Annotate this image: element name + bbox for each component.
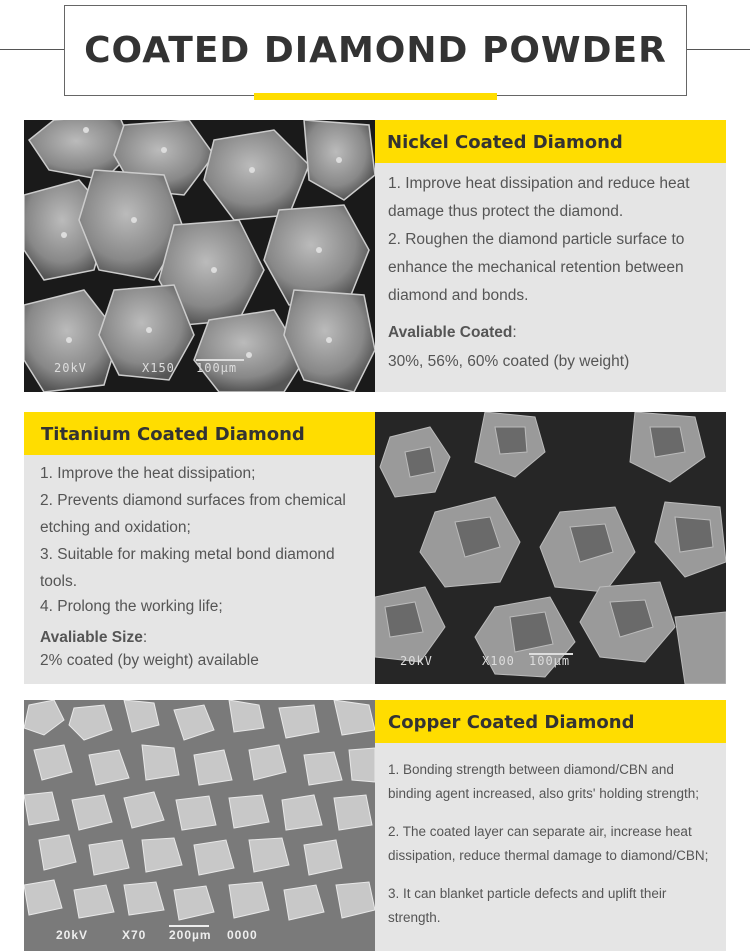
point-3: 3. Suitable for making metal bond diamond tools. bbox=[40, 546, 335, 590]
title-box bbox=[64, 5, 687, 96]
section-title: Copper Coated Diamond bbox=[375, 700, 726, 743]
sem-mag-label: X150 bbox=[142, 361, 175, 375]
point-1: 1. Bonding strength between diamond/CBN and binding agent increased, also grits' holding strength; bbox=[388, 762, 700, 801]
sem-kv-label: 20kV bbox=[400, 654, 433, 668]
section-nickel bbox=[24, 120, 726, 392]
copper-sem-graphic bbox=[24, 700, 375, 951]
sem-mag-label: X70 bbox=[122, 928, 147, 942]
point-2: 2. Roughen the diamond particle surface to enhance the mechanical retention between diamond and bonds. bbox=[388, 231, 685, 304]
point-2: 2. The coated layer can separate air, increase heat dissipation, reduce thermal damage to diamond/CBN; bbox=[388, 824, 709, 863]
copper-sem-image bbox=[24, 700, 375, 951]
detail: 2% coated (by weight) available bbox=[40, 652, 259, 669]
section-titanium bbox=[24, 412, 726, 684]
titanium-sem-graphic bbox=[375, 412, 726, 684]
subheading bbox=[40, 627, 370, 649]
point-4: 4. Prolong the working life; bbox=[40, 598, 223, 615]
titanium-sem-image bbox=[375, 412, 726, 684]
point-2: 2. Prevents diamond surfaces from chemical etching and oxidation; bbox=[40, 492, 346, 536]
sem-kv-label: 20kV bbox=[54, 361, 87, 375]
copper-panel bbox=[375, 700, 726, 951]
section-copper bbox=[24, 700, 726, 951]
subheading-label: Avaliable Coated bbox=[388, 324, 513, 341]
point-3: 3. It can blanket particle defects and uplift their strength. bbox=[388, 886, 667, 925]
subheading bbox=[388, 322, 718, 344]
nickel-panel bbox=[375, 120, 726, 392]
subheading-colon: : bbox=[512, 324, 517, 341]
section-title: Nickel Coated Diamond bbox=[375, 120, 726, 163]
point-1: 1. Improve heat dissipation and reduce heat damage thus protect the diamond. bbox=[388, 175, 690, 220]
nickel-sem-graphic bbox=[24, 120, 375, 392]
point-1: 1. Improve the heat dissipation; bbox=[40, 465, 256, 482]
sem-mag-label: X100 bbox=[482, 654, 515, 668]
subheading-colon: : bbox=[142, 629, 148, 646]
detail: 30%, 56%, 60% coated (by weight) bbox=[388, 353, 630, 370]
sem-scale-label: 100µm bbox=[196, 361, 238, 375]
sem-scale-label: 200µm bbox=[169, 928, 212, 942]
titanium-panel bbox=[24, 412, 375, 684]
page-title: COATED DIAMOND POWDER bbox=[84, 30, 667, 71]
subheading-label: Avaliable Size bbox=[40, 629, 143, 646]
section-title: Titanium Coated Diamond bbox=[24, 412, 375, 455]
nickel-sem-image bbox=[24, 120, 375, 392]
sem-scale-label: 100µm bbox=[529, 654, 571, 668]
sem-kv-label: 20kV bbox=[56, 928, 89, 942]
title-underline bbox=[254, 93, 497, 100]
sem-id-label: 0000 bbox=[227, 928, 258, 942]
